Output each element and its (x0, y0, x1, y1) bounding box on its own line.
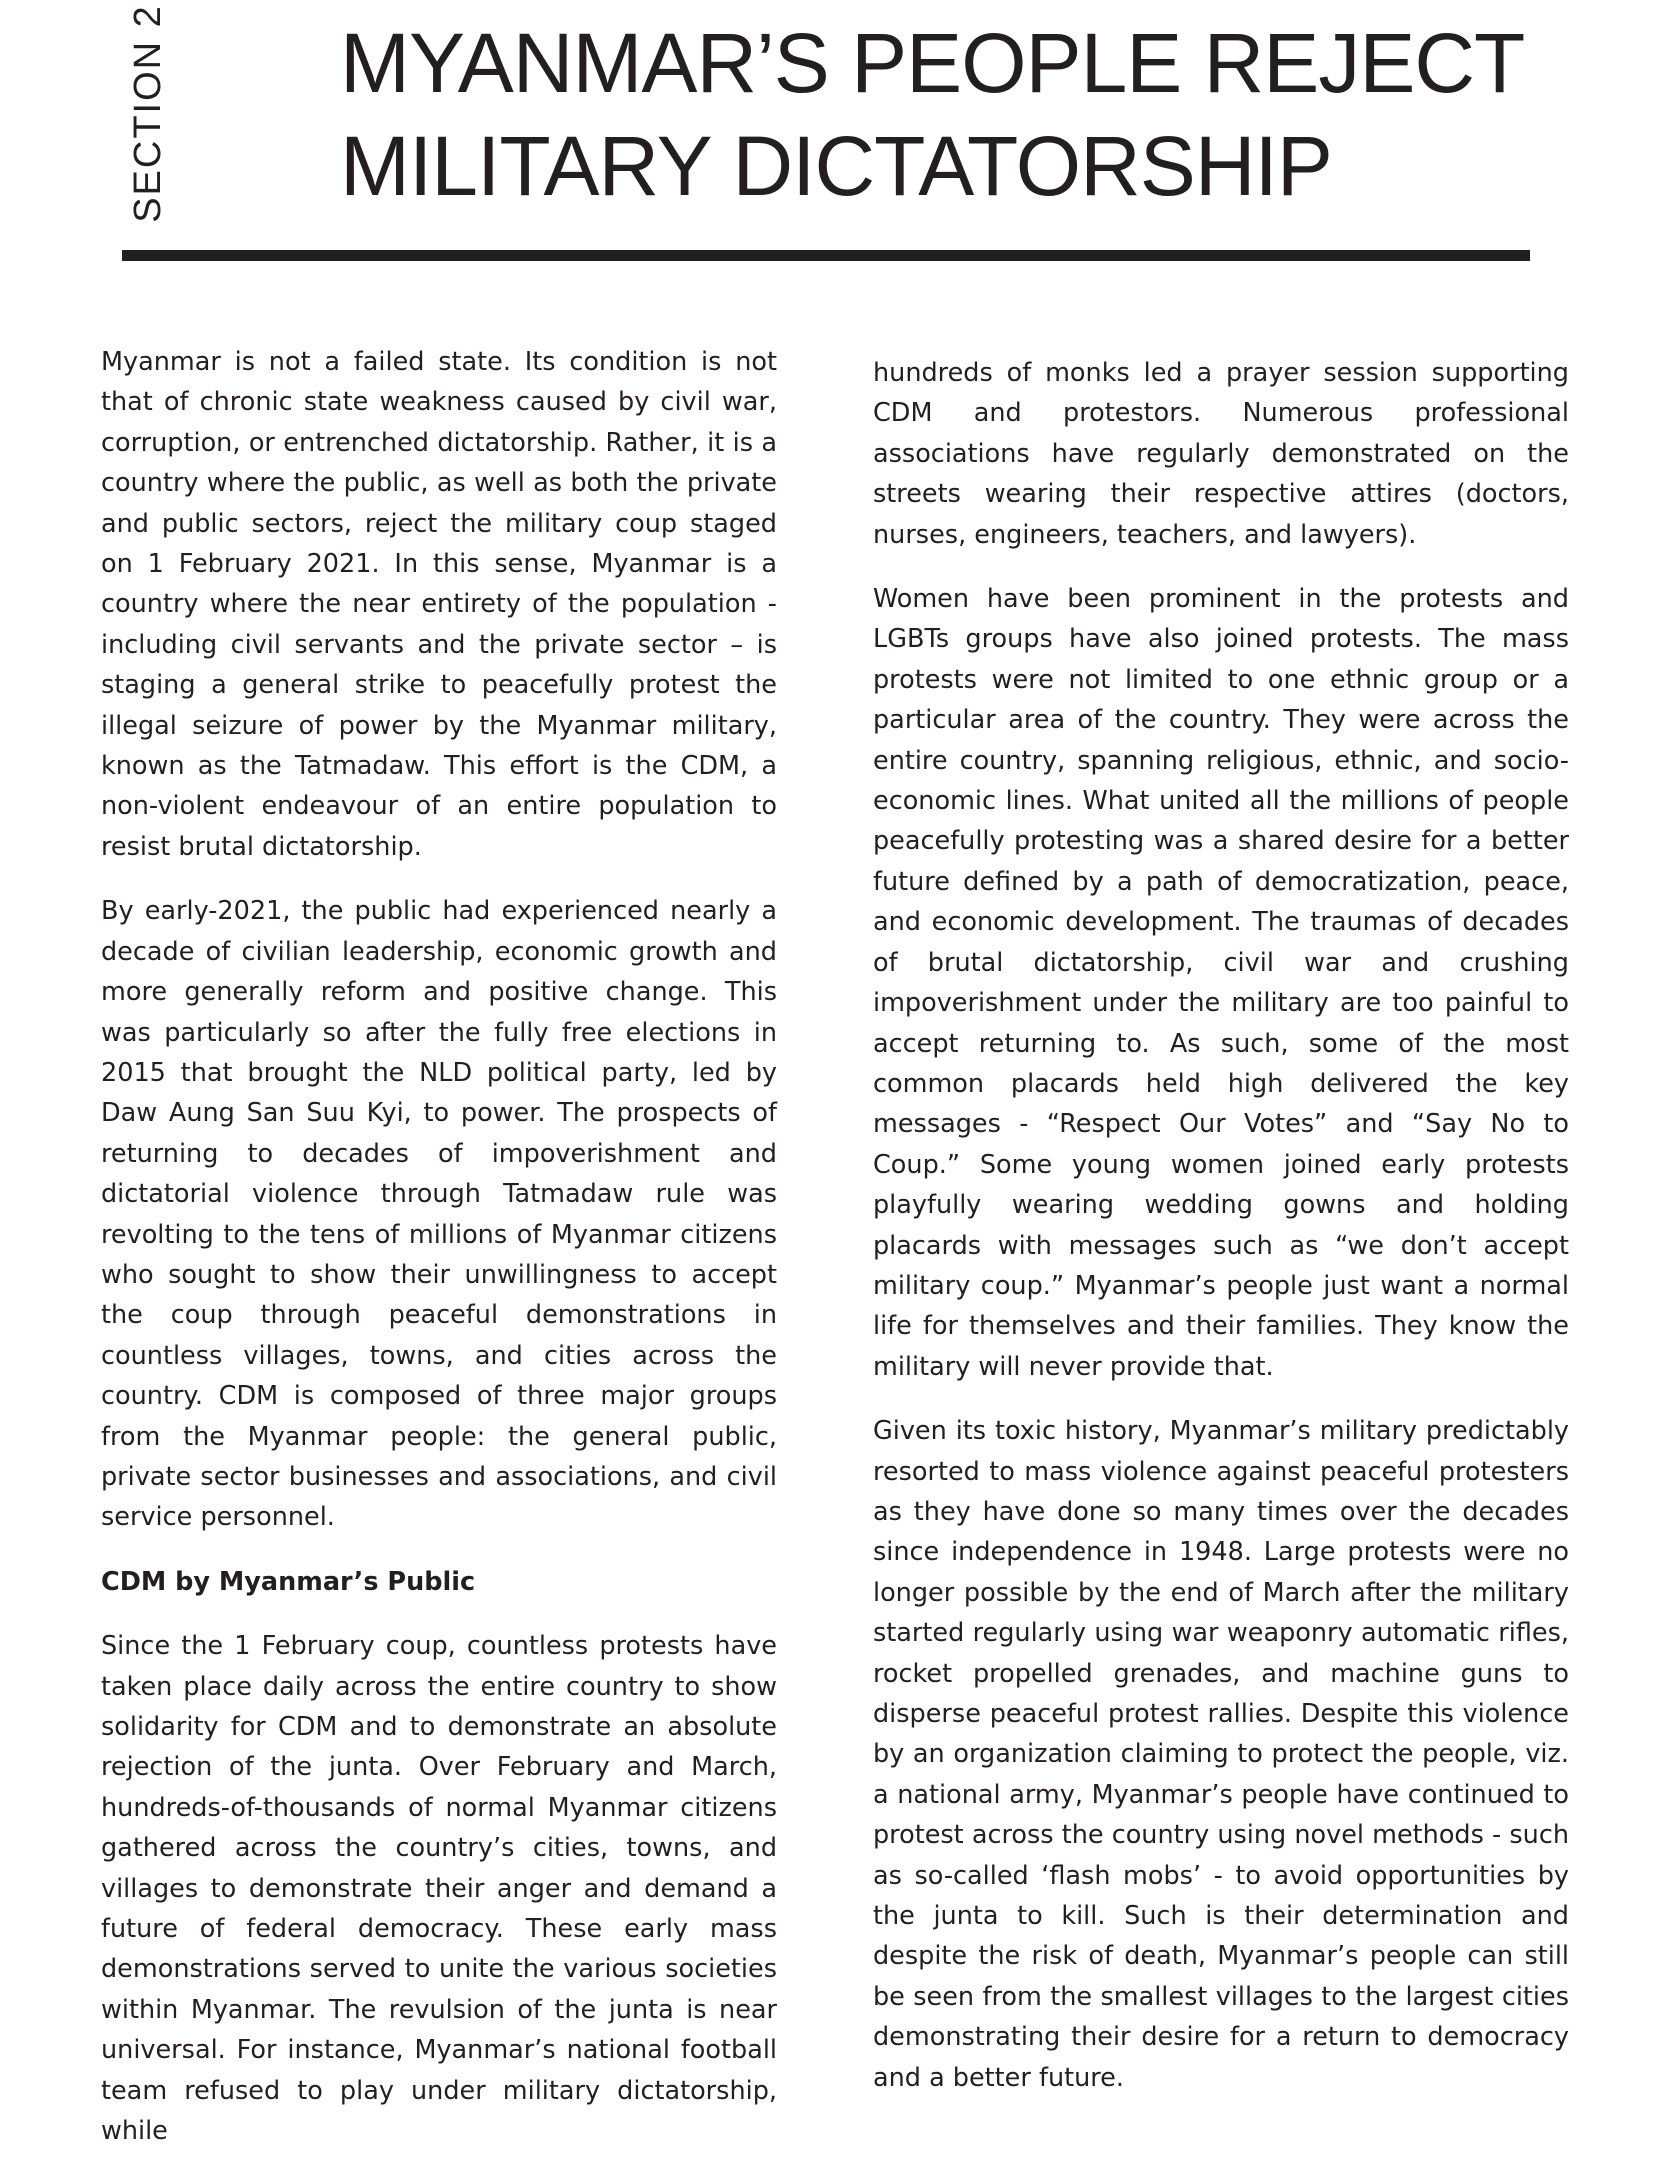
title-divider (122, 250, 1530, 261)
left-column (101, 342, 777, 2175)
section-label (118, 3, 178, 223)
subheading-cdm-public: CDM by Myanmar’s Public (101, 1566, 476, 1597)
right-paragraph-3: Given its toxic history, Myanmar’s military predictably resorted to mass violence against peaceful protesters as they have done so many times over the decades since independence in 1948. Large protests were no longer possible by the end of March after the military started regularly using war weaponry automatic rifles, rocket propelled grenades, and machine guns to disperse peaceful protest rallies. Despite this violence by an organization claiming to protect the people, viz. a national army, Myanmar’s people have continued to protest across the country using novel methods - such as so-called ‘flash mobs’ - to avoid opportunities by the junta to kill. Such is their determination and despite the risk of death, Myanmar’s people can still be seen from the smallest villages to the largest cities demonstrating their desire for a return to democracy and a better future. (873, 1416, 1569, 2093)
title-line-1: MYANMAR’S PEOPLE REJECT (340, 16, 1525, 110)
right-column (873, 353, 1569, 2122)
section-label-text: SECTION 2 (126, 3, 169, 223)
title-line-2: MILITARY DICTATORSHIP (340, 119, 1332, 213)
right-paragraph-1: hundreds of monks led a prayer session supporting CDM and protestors. Numerous professional associations have regularly demonstrated on the streets wearing their respective attires (doctors, nurses, engineers, teachers, and lawyers). (873, 358, 1569, 550)
left-paragraph-1: Myanmar is not a failed state. Its condition is not that of chronic state weakness caused by civil war, corruption, or entrenched dictatorship. Rather, it is a country where the public, as well as both the private and public sectors, reject the military coup staged on 1 February 2021. In this sense, Myanmar is a country where the near entirety of the population - including civil servants and the private sector – is staging a general strike to peacefully protest the illegal seizure of power by the Myanmar military, known as the Tatmadaw. This effort is the CDM, a non-violent endeavour of an entire population to resist brutal dictatorship. (101, 347, 777, 862)
left-paragraph-2: By early-2021, the public had experienced nearly a decade of civilian leadership, economic growth and more generally reform and positive change. This was particularly so after the fully free elections in 2015 that brought the NLD political party, led by Daw Aung San Suu Kyi, to power. The prospects of returning to decades of impoverishment and dictatorial violence through Tatmadaw rule was revolting to the tens of millions of Myanmar citizens who sought to show their unwillingness to accept the coup through peaceful demonstrations in countless villages, towns, and cities across the country. CDM is composed of three major groups from the Myanmar people: the general public, private sector businesses and associations, and civil service personnel. (101, 896, 777, 1533)
page-title (340, 12, 1560, 218)
left-paragraph-3: Since the 1 February coup, countless protests have taken place daily across the entire country to show solidarity for CDM and to demonstrate an absolute rejection of the junta. Over February and March, hundreds-of-thousands of normal Myanmar citizens gathered across the country’s cities, towns, and villages to demonstrate their anger and demand a future of federal democracy. These early mass demonstrations served to unite the various societies within Myanmar. The revulsion of the junta is near universal. For instance, Myanmar’s national football team refused to play under military dictatorship, while (101, 1631, 777, 2147)
right-paragraph-2: Women have been prominent in the protests and LGBTs groups have also joined protests. The mass protests were not limited to one ethnic group or a particular area of the country. They were across the entire country, spanning religious, ethnic, and socio-economic lines. What united all the millions of people peacefully protesting was a shared desire for a better future defined by a path of democratization, peace, and economic development. The traumas of decades of brutal dictatorship, civil war and crushing impoverishment under the military are too painful to accept returning to. As such, some of the most common placards held high delivered the key messages - “Respect Our Votes” and “Say No to Coup.” Some young women joined early protests playfully wearing wedding gowns and holding placards with messages such as “we don’t accept military coup.” Myanmar’s people just want a normal life for themselves and their families. They know the military will never provide that. (873, 584, 1569, 1382)
